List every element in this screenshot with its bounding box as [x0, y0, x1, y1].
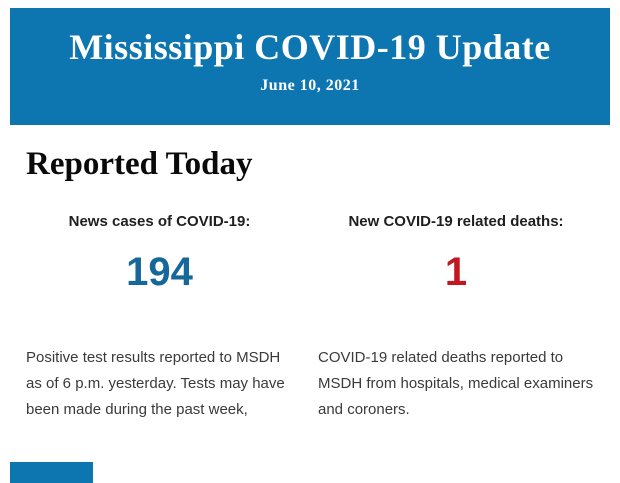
reported-today-section: [0, 125, 620, 423]
new-cases-description: Positive test results reported to MSDH as of 6 p.m. yesterday. Tests may have been made during the past week,: [26, 348, 285, 418]
section-title: Reported Today: [26, 146, 253, 182]
new-deaths-value: 1: [444, 249, 468, 294]
stat-new-deaths: [318, 213, 594, 423]
page-title: Mississippi COVID-19 Update: [69, 27, 551, 67]
new-deaths-description: COVID-19 related deaths reported to MSDH from hospitals, medical examiners and coroners.: [318, 348, 594, 418]
header-date: June 10, 2021: [260, 77, 360, 95]
next-section-banner-fragment: [10, 462, 93, 483]
new-cases-value: 194: [126, 249, 193, 294]
new-deaths-label: New COVID-19 related deaths:: [348, 212, 564, 230]
new-cases-label: News cases of COVID-19:: [68, 212, 251, 230]
stats-grid: [26, 213, 594, 423]
header-banner: [10, 8, 610, 125]
stat-new-cases: [26, 213, 293, 423]
